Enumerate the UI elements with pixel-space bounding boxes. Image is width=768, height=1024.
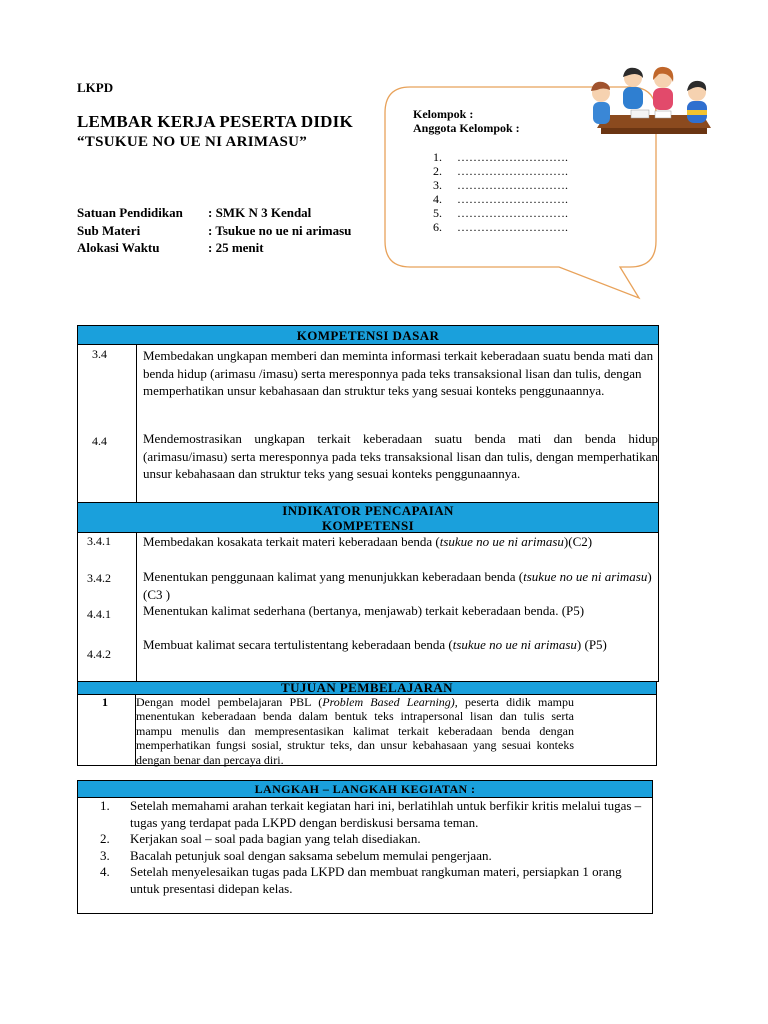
list-item: 4. Setelah menyelesaikan tugas pada LKPD dan membuat rangkuman materi, persiapkan 1 orang untuk presentasi didepan kelas. <box>100 864 622 896</box>
indikator-table <box>77 502 659 682</box>
info-label: Alokasi Waktu <box>77 240 160 255</box>
langkah-steps-list <box>97 798 645 897</box>
tujuan-text: Dengan model pembelajaran PBL (Problem Based Learning), peserta didik mampu menentukan keberadaan benda dalam bentuk teks intrapersonal lisan dan tulis serta mampu menulis dan mempresentasikan kalimat terkait keberadaan benda dengan memperhatikan fungsi sosial, struktur teks, dan unsur kebahasaan yang sesuai konteks dengan benar dan percaya diri. <box>136 695 575 767</box>
list-item: 3. Bacalah petunjuk soal dengan saksama sebelum memulai pengerjaan. <box>100 847 492 863</box>
indikator-number: 3.4.2 <box>87 571 111 585</box>
list-item: 3. ………………………. <box>433 178 568 192</box>
info-row-sub-materi <box>77 223 351 239</box>
list-item: 2. Kerjakan soal – soal pada bagian yang telah disediakan. <box>100 831 421 846</box>
tujuan-header: TUJUAN PEMBELAJARAN <box>78 682 656 695</box>
indikator-header-line1: INDIKATOR PENCAPAIAN <box>282 503 454 518</box>
member-list <box>433 150 568 234</box>
langkah-header: LANGKAH – LANGKAH KEGIATAN : <box>78 781 652 798</box>
list-item: 2. ………………………. <box>433 164 568 178</box>
indikator-number: 4.4.2 <box>87 647 111 661</box>
indikator-text: Membedakan kosakata terkait materi keberadaan benda (tsukue no ue ni arimasu)(C2) <box>143 534 593 549</box>
list-item: 1. Setelah memahami arahan terkait kegiatan hari ini, berlatihlah untuk berfikir kritis melalui tugas – tugas yang terdapat pada LKPD dengan berdiskusi bersama teman. <box>100 798 642 830</box>
column-divider <box>136 533 137 682</box>
list-item: 5. ………………………. <box>433 206 568 220</box>
students-illustration-icon <box>583 60 723 140</box>
document-subtitle: “TSUKUE NO UE NI ARIMASU” <box>77 134 308 150</box>
kd-number: 4.4 <box>92 434 107 448</box>
list-item: 4. ………………………. <box>433 192 568 206</box>
anggota-label: Anggota Kelompok : <box>413 121 520 135</box>
kelompok-label: Kelompok : <box>413 107 474 121</box>
info-value: : Tsukue no ue ni arimasu <box>208 223 352 238</box>
indikator-text: Menentukan penggunaan kalimat yang menunjukkan keberadaan benda (tsukue no ue ni arimasu) (C3 ) <box>143 569 652 602</box>
kd-text: Membedakan ungkapan memberi dan meminta informasi terkait keberadaan suatu benda mati dan benda hidup (arimasu /imasu) serta meresponnya pada teks transaksional lisan dan tulis, dengan memperhatikan unsur kebahasaan dan struktur teks yang sesuai konteks penggunaannya. <box>143 348 654 398</box>
indikator-text: Menentukan kalimat sederhana (bertanya, menjawab) terkait keberadaan benda. (P5) <box>143 603 585 618</box>
tujuan-table <box>77 681 657 766</box>
info-value: : 25 menit <box>208 240 264 255</box>
document-title: LEMBAR KERJA PESERTA DIDIK <box>77 112 353 131</box>
tujuan-number: 1 <box>102 695 108 709</box>
list-item: 6. ………………………. <box>433 220 568 234</box>
info-label: Satuan Pendidikan <box>77 205 183 220</box>
indikator-number: 4.4.1 <box>87 607 111 621</box>
column-divider <box>136 345 137 503</box>
list-item: 1. ………………………. <box>433 150 568 164</box>
kd-number: 3.4 <box>92 347 107 361</box>
info-row-alokasi <box>77 240 264 256</box>
indikator-header-line2: KOMPETENSI <box>321 518 415 533</box>
indikator-text: Membuat kalimat secara tertulistentang keberadaan benda (tsukue no ue ni arimasu) (P5) <box>143 637 607 652</box>
kompetensi-dasar-header: KOMPETENSI DASAR <box>78 326 658 345</box>
indikator-header <box>78 503 658 533</box>
indikator-number: 3.4.1 <box>87 534 111 548</box>
info-row-satuan <box>77 205 311 221</box>
info-value: : SMK N 3 Kendal <box>208 205 312 220</box>
kompetensi-dasar-table <box>77 325 659 503</box>
kd-text: Mendemostrasikan ungkapan terkait keberadaan suatu benda mati dan benda hidup (arimasu/imasu) serta meresponnya pada teks transaksional lisan dan tulis, dengan memperhatikan unsur kebahasaan dan struktur teks yang sesuai konteks penggunaannya. <box>143 431 658 481</box>
lkpd-label: LKPD <box>77 80 114 95</box>
info-label: Sub Materi <box>77 223 141 238</box>
